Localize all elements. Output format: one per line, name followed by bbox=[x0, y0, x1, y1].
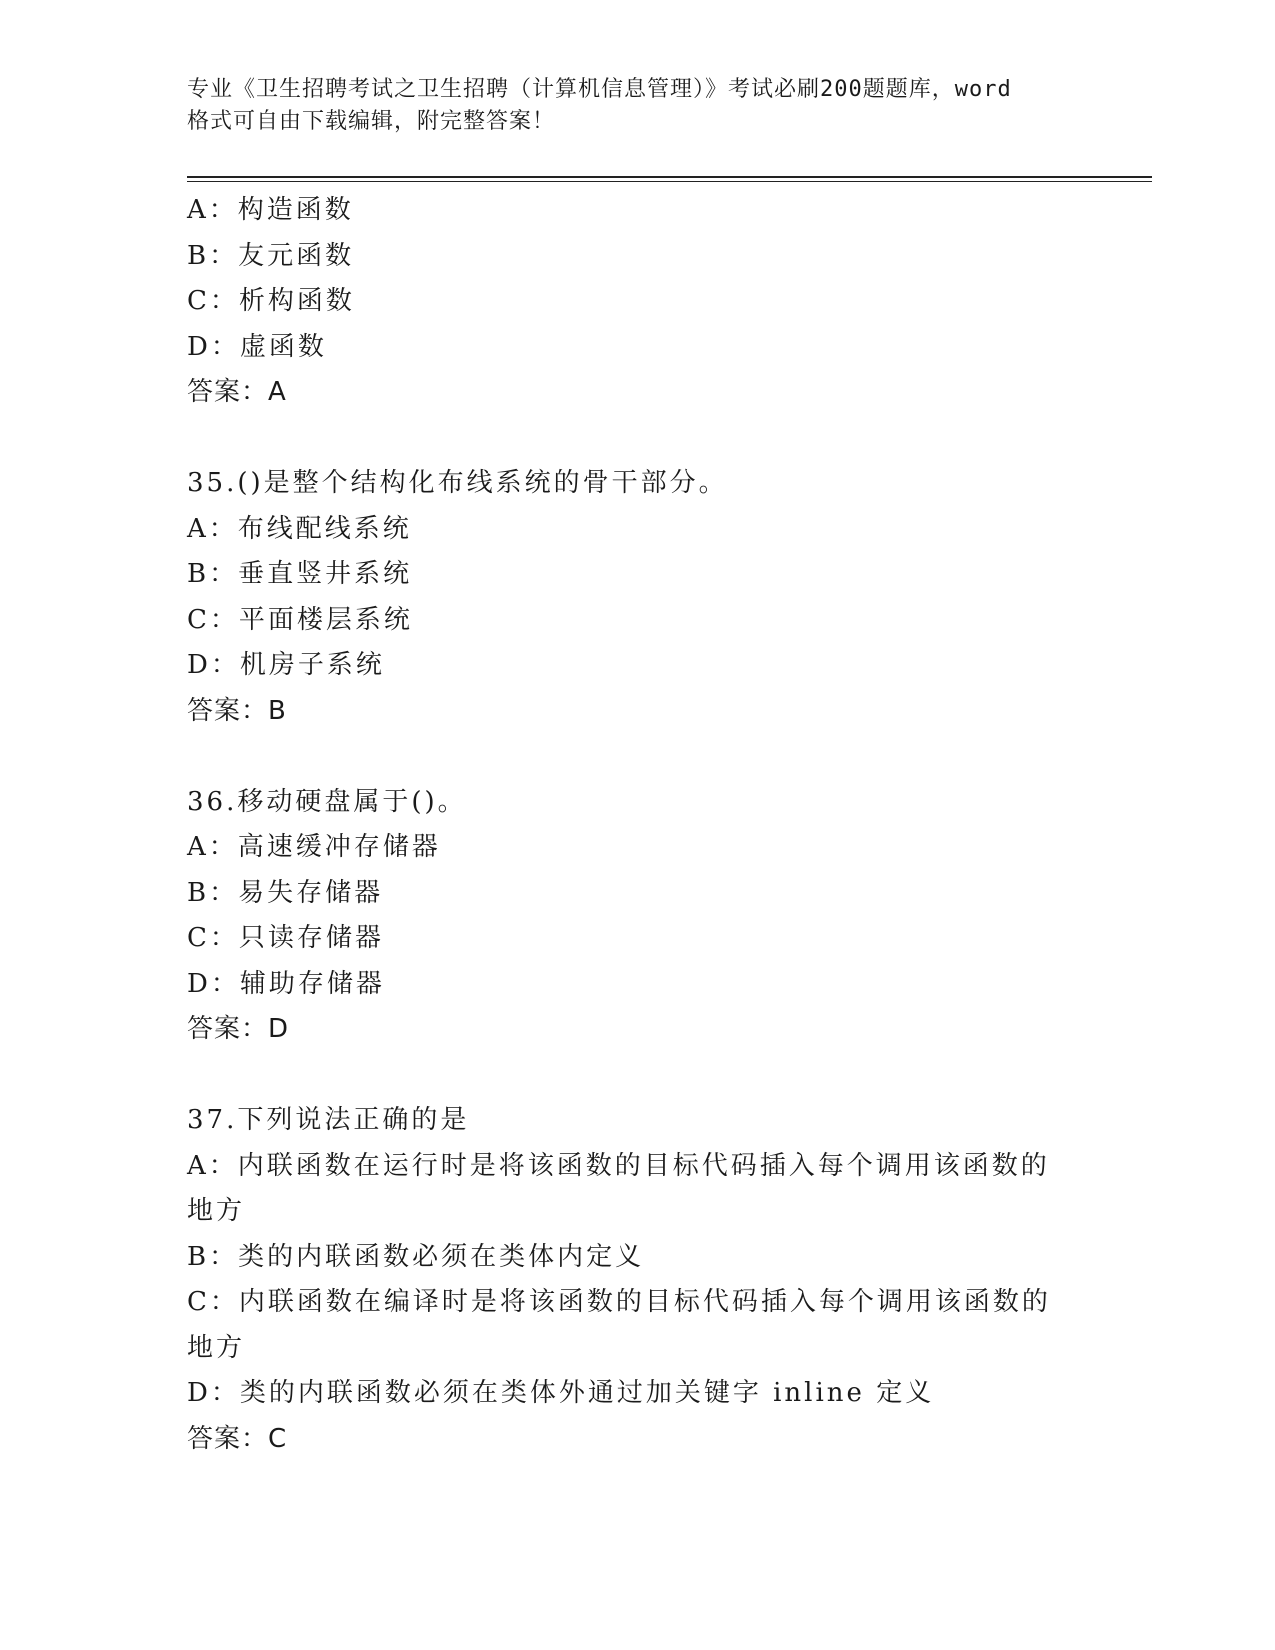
option-a: A：构造函数 bbox=[187, 195, 354, 225]
option-c: C：只读存储器 bbox=[187, 923, 384, 953]
header-rule-thin bbox=[187, 181, 1152, 182]
option-d: D：虚函数 bbox=[187, 331, 327, 362]
header-title-line-1: 专业《卫生招聘考试之卫生招聘（计算机信息管理）》考试必刷200题题库，word bbox=[187, 77, 1012, 102]
answer: 答案：A bbox=[187, 377, 287, 407]
option-d: D：辅助存储器 bbox=[187, 968, 385, 999]
option-b: B：易失存储器 bbox=[187, 877, 384, 908]
option-a: A：布线配线系统 bbox=[187, 513, 412, 544]
question-text: 35.()是整个结构化布线系统的骨干部分。 bbox=[187, 468, 728, 498]
option-b: B：友元函数 bbox=[187, 240, 355, 271]
option-c: C：析构函数 bbox=[187, 286, 355, 316]
option-c: C：内联函数在编译时是将该函数的目标代码插入每个调用该函数的地方 bbox=[187, 1287, 1051, 1363]
answer: 答案：D bbox=[187, 1014, 290, 1044]
document-header bbox=[187, 74, 1087, 138]
header-title-line-2: 格式可自由下载编辑，附完整答案！ bbox=[187, 109, 556, 134]
option-a: A：高速缓冲存储器 bbox=[187, 832, 441, 862]
option-c: C：平面楼层系统 bbox=[187, 604, 413, 635]
question-list bbox=[187, 188, 1087, 1462]
spacer bbox=[187, 734, 1087, 780]
option-d: D：机房子系统 bbox=[187, 650, 385, 680]
spacer bbox=[187, 416, 1087, 462]
header-rule-thick bbox=[187, 176, 1152, 178]
question-35 bbox=[187, 461, 1087, 734]
question-37 bbox=[187, 1098, 1087, 1462]
spacer bbox=[187, 1053, 1087, 1099]
option-b: B：垂直竖井系统 bbox=[187, 559, 413, 589]
question-text: 37.下列说法正确的是 bbox=[187, 1105, 470, 1135]
option-b: B：类的内联函数必须在类体内定义 bbox=[187, 1241, 645, 1272]
option-a: A：内联函数在运行时是将该函数的目标代码插入每个调用该函数的地方 bbox=[187, 1150, 1050, 1226]
answer: 答案：C bbox=[187, 1423, 288, 1454]
question-36 bbox=[187, 780, 1087, 1053]
answer: 答案：B bbox=[187, 695, 287, 726]
question-34 bbox=[187, 188, 1087, 416]
option-d: D：类的内联函数必须在类体外通过加关键字 inline 定义 bbox=[187, 1378, 935, 1408]
question-text: 36.移动硬盘属于()。 bbox=[187, 786, 467, 817]
